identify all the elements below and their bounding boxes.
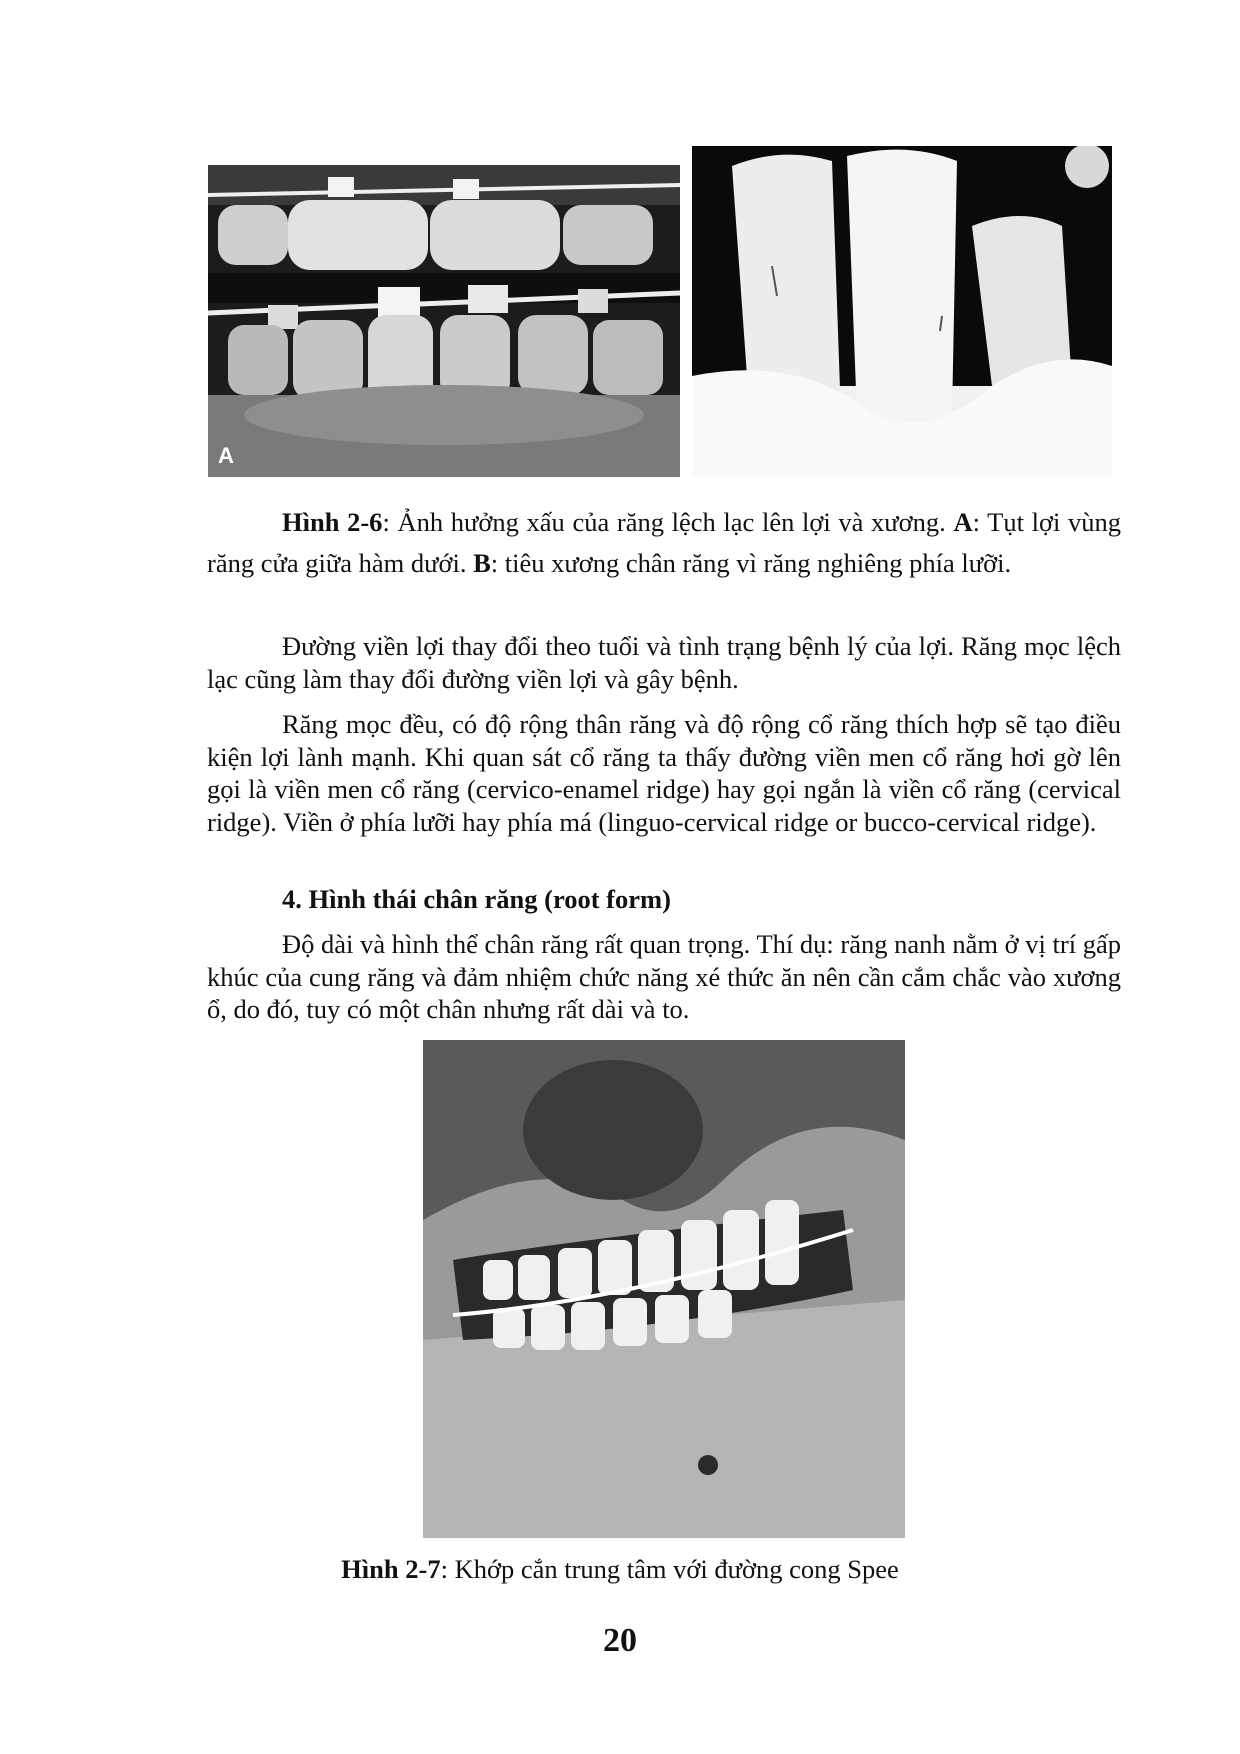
figure-2-6-photo-a bbox=[208, 165, 680, 477]
root-resorption-photo-illustration bbox=[692, 146, 1112, 477]
caption-figure-label: Hình 2-6 bbox=[282, 507, 383, 537]
paragraph-root-length: Độ dài và hình thể chân răng rất quan trọng. Thí dụ: răng nanh nằm ở vị trí gấp khúc của cung răng và đảm nhiệm chức năng xé thức ăn nên cần cắm chắc vào xương ổ, do đó, tuy có một chân nhưng rất dài và to. bbox=[207, 929, 1121, 1024]
figure-2-6-caption bbox=[207, 502, 1121, 584]
skull-occlusion-photo-illustration bbox=[423, 1040, 905, 1538]
caption-text-part1: : Ảnh hưởng xấu của răng lệch lạc lên lợi và xương. bbox=[382, 507, 954, 537]
caption-panel-b-label: B bbox=[473, 548, 491, 578]
caption-figure-label: Hình 2-7 bbox=[341, 1554, 441, 1584]
caption-text-part3: : tiêu xương chân răng vì răng nghiêng phía lưỡi. bbox=[490, 548, 1012, 578]
caption-text: : Khớp cắn trung tâm với đường cong Spee bbox=[440, 1554, 899, 1584]
paragraph-gum-contour: Đường viền lợi thay đổi theo tuổi và tình trạng bệnh lý của lợi. Răng mọc lệch lạc cũng làm thay đổi đường viền lợi và gây bệnh. bbox=[207, 631, 1121, 694]
panel-a-label: A bbox=[218, 443, 234, 468]
figure-2-7-photo bbox=[423, 1040, 905, 1538]
braces-photo-illustration bbox=[208, 165, 680, 477]
section-heading-root-form: 4. Hình thái chân răng (root form) bbox=[282, 884, 671, 914]
caption-text-part2: : Tụt lợi vùng răng cửa giữa hàm dưới. bbox=[207, 507, 1121, 578]
page-number: 20 bbox=[603, 1622, 637, 1659]
figure-2-7-caption bbox=[0, 1552, 1240, 1586]
figure-2-6-photo-b bbox=[692, 146, 1112, 477]
caption-panel-a-label: A bbox=[953, 507, 973, 537]
paragraph-cervical-ridge: Răng mọc đều, có độ rộng thân răng và độ rộng cổ răng thích hợp sẽ tạo điều kiện lợi lành mạnh. Khi quan sát cổ răng ta thấy đường viền men cổ răng hơi gờ lên gọi là viền men cổ răng (cervico-enamel ridge) hay gọi ngắn là viền cổ răng (cervical ridge). Viền ở phía lưỡi hay phía má (linguo-cervical ridge or bucco-cervical ridge). bbox=[207, 709, 1121, 837]
